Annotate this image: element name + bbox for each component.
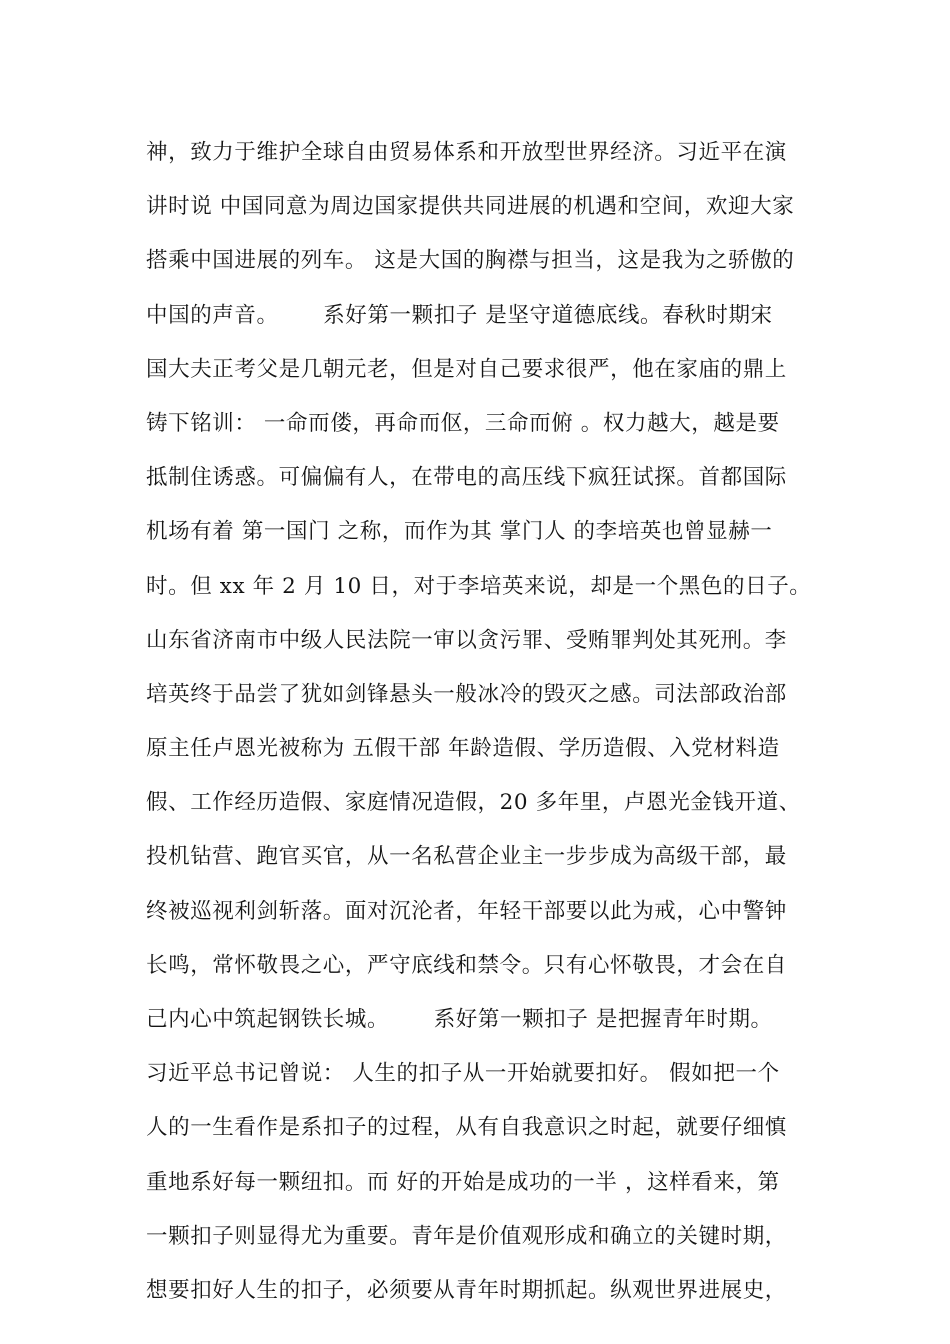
text-line: 机场有着 第一国门 之称，而作为其 掌门人 的李培英也曾显赫一 [146, 519, 773, 545]
text-line: 一颗扣子则显得尤为重要。青年是价值观形成和确立的关键时期， [146, 1223, 787, 1249]
text-line: 山东省济南市中级人民法院一审以贪污罪、受贿罪判处其死刑。李 [146, 627, 787, 653]
text-line: 铸下铭训： 一命而偻，再命而伛，三命而俯 。权力越大，越是要 [146, 410, 780, 436]
text-line: 神，致力于维护全球自由贸易体系和开放型世界经济。习近平在演 [146, 140, 787, 165]
text-line: 抵制住诱惑。可偏偏有人，在带电的高压线下疯狂试探。首都国际 [146, 465, 787, 491]
text-line: 假、工作经历造假、家庭情况造假，20 多年里，卢恩光金钱开道、 [146, 790, 801, 816]
text-line: 搭乘中国进展的列车。 这是大国的胸襟与担当，这是我为之骄傲的 [146, 248, 795, 274]
text-line: 时。但 xx 年 2 月 10 日，对于李培英来说，却是一个黑色的日子。 [146, 573, 812, 599]
text-line: 习近平总书记曾说： 人生的扣子从一开始就要扣好。 假如把一个 [146, 1061, 780, 1087]
text-line: 想要扣好人生的扣子，必须要从青年时期抓起。纵观世界进展史， [146, 1277, 787, 1303]
text-line: 重地系好每一颗纽扣。而 好的开始是成功的一半 ，这样看来，第 [146, 1169, 780, 1195]
text-line: 中国的声音。 系好第一颗扣子 是坚守道德底线。春秋时期宋 [146, 302, 773, 328]
body-text [146, 126, 816, 1318]
text-line: 培英终于品尝了犹如剑锋悬头一般冰冷的毁灭之感。司法部政治部 [146, 681, 787, 707]
text-line: 国大夫正考父是几朝元老，但是对自己要求很严，他在家庙的鼎上 [146, 356, 787, 382]
text-line: 原主任卢恩光被称为 五假干部 年龄造假、学历造假、入党材料造 [146, 736, 780, 762]
text-line: 长鸣，常怀敬畏之心，严守底线和禁令。只有心怀敬畏，才会在自 [146, 952, 787, 978]
text-line: 讲时说 中国同意为周边国家提供共同进展的机遇和空间，欢迎大家 [146, 194, 795, 220]
text-line: 终被巡视利剑斩落。面对沉沦者，年轻干部要以此为戒，心中警钟 [146, 898, 787, 924]
text-line: 投机钻营、跑官买官，从一名私营企业主一步步成为高级干部，最 [146, 844, 787, 870]
text-line: 人的一生看作是系扣子的过程，从有自我意识之时起，就要仔细慎 [146, 1115, 787, 1141]
text-line: 己内心中筑起钢铁长城。 系好第一颗扣子 是把握青年时期。 [146, 1007, 773, 1032]
